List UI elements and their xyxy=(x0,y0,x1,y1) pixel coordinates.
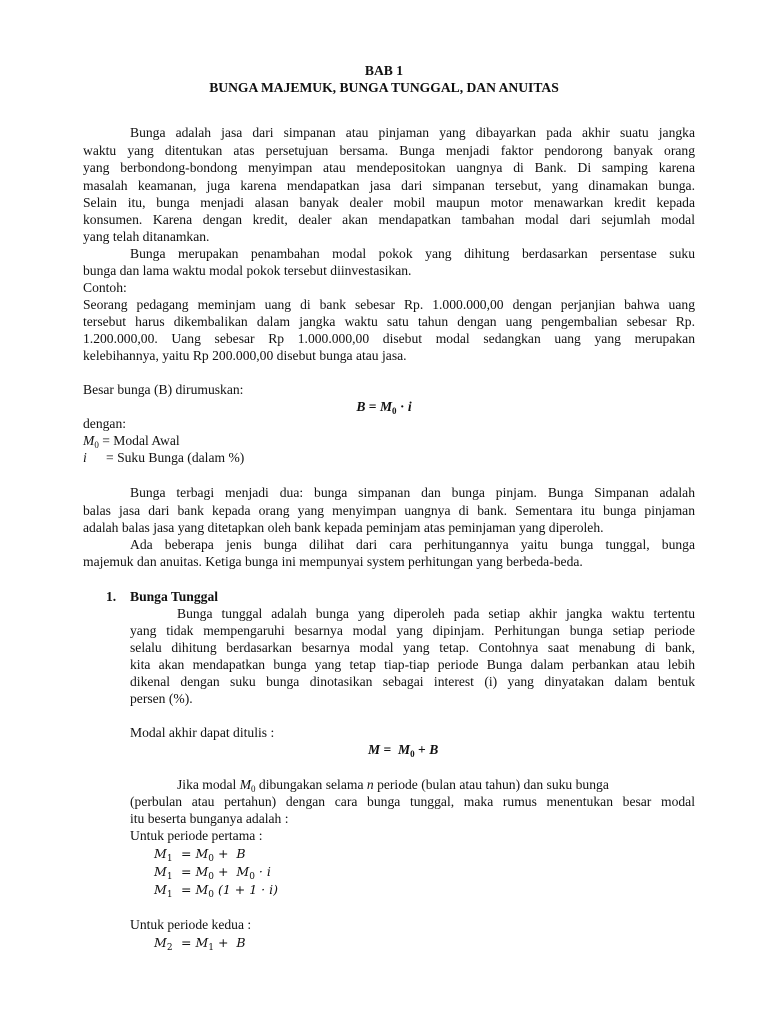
paragraph-line: adalah balas jasa yang ditetapkan oleh bank kepada peminjam atas peminjaman yang diperoleh. xyxy=(83,520,604,535)
equation-line: $M_1$ xyxy=(154,846,173,864)
definition-i-text: = Suku Bunga (dalam %) xyxy=(106,450,245,465)
paragraph-line: Bunga merupakan penambahan modal pokok yang dihitung berdasarkan persentase suku xyxy=(130,246,695,261)
paragraph-line: Jika modal $M_0$ dibungakan selama n periode (bulan atau tahun) dan suku bunga xyxy=(177,777,609,794)
equation-line: $M_1$ xyxy=(154,864,173,882)
paragraph-line: persen (%). xyxy=(130,691,193,706)
formula-interest: $B = M_0 \cdot i$ xyxy=(356,399,412,416)
equation-line: $M_2$ xyxy=(154,935,173,953)
paragraph-line: bunga dan lama waktu modal pokok tersebut diinvestasikan. xyxy=(83,263,412,278)
paragraph-line: dikenal dengan suku bunga dinotasikan sebagai interest (i) yang dinyatakan dalam bentuk xyxy=(130,674,695,689)
paragraph-line: itu beserta bunganya adalah : xyxy=(130,811,289,826)
paragraph-line: selalu dihitung berdasarkan besarnya modal yang tetap. Contohnya saat menabung di bank, xyxy=(130,640,695,655)
equation-rhs: = $M_0 + M_0 \cdot i$ xyxy=(181,864,271,882)
equation-rhs: = $M_0 + B$ xyxy=(181,846,246,864)
paragraph-line: majemuk dan anuitas. Ketiga bunga ini mempunyai system perhitungan yang berbeda-beda. xyxy=(83,554,583,569)
paragraph-line: Bunga tunggal adalah bunga yang diperoleh pada setiap akhir jangka waktu tertentu xyxy=(177,606,695,621)
formula-final-capital: $M = M_0 + B$ xyxy=(368,742,439,759)
paragraph-line: tersebut harus dikembalikan dalam jangka waktu satu tahun dengan uang pengembalian sebesar Rp. xyxy=(83,314,695,329)
period-label: Untuk periode pertama : xyxy=(130,828,263,843)
paragraph-line: Selain itu, bunga menjadi alasan banyak dealer mobil maupun motor menawarkan kredit kepada xyxy=(83,195,695,210)
paragraph-line: 1.200.000,00. Uang sebesar Rp 1.000.000,00 disebut modal sedangkan uang yang merupakan xyxy=(83,331,695,346)
section-number: 1. xyxy=(106,589,117,604)
paragraph-line: konsumen. Karena dengan kredit, dealer akan mendapatkan tambahan modal dari sejumlah modal xyxy=(83,212,695,227)
paragraph-line: kita akan mendapatkan bunga yang tetap tiap-tiap periode Bunga dalam perbankan atau lebih xyxy=(130,657,695,672)
paragraph-line: Ada beberapa jenis bunga dilihat dari cara perhitungannya yaitu bunga tunggal, bunga xyxy=(130,537,695,552)
period-label: Untuk periode kedua : xyxy=(130,917,252,932)
definition-m0: $M_0$ = Modal Awal xyxy=(83,433,180,450)
paragraph-line: yang telah ditanamkan. xyxy=(83,229,210,244)
paragraph-line: masalah keamanan, juga karena mendapatkan jasa dari simpanan tersebut, yang dinamakan bunga. xyxy=(83,178,695,193)
equation-rhs: = $M_0$ (1 + 1 · i) xyxy=(181,882,278,900)
chapter-title: BUNGA MAJEMUK, BUNGA TUNGGAL, DAN ANUITAS xyxy=(209,80,559,95)
definition-i: i xyxy=(83,450,87,465)
paragraph-line: Bunga adalah jasa dari simpanan atau pinjaman yang dibayarkan pada akhir suatu jangka xyxy=(130,125,695,140)
equation-rhs: = $M_1 + B$ xyxy=(181,935,246,953)
definition-label: dengan: xyxy=(83,416,127,431)
section-title: Bunga Tunggal xyxy=(130,589,219,604)
paragraph-line: yang tidak mempengaruhi besarnya modal yang dipinjam. Perhitungan bunga setiap periode xyxy=(130,623,695,638)
paragraph-line: Seorang pedagang meminjam uang di bank sebesar Rp. 1.000.000,00 dengan perjanjian bahwa uang xyxy=(83,297,695,312)
paragraph-line: yang berbondong-bondong menyimpan atau mendepositokan uangnya di Bank. Di samping karena xyxy=(83,160,695,175)
formula-intro: Besar bunga (B) dirumuskan: xyxy=(83,382,244,397)
equation-line: $M_1$ xyxy=(154,882,173,900)
paragraph-line: balas jasa dari bank kepada orang yang menyimpan uangnya di bank. Sementara itu bunga pinjaman xyxy=(83,503,695,518)
paragraph-line: kelebihannya, yaitu Rp 200.000,00 disebut bunga atau jasa. xyxy=(83,348,407,363)
formula-intro: Modal akhir dapat ditulis : xyxy=(130,725,275,740)
chapter-number: BAB 1 xyxy=(364,63,404,78)
paragraph-line: (perbulan atau pertahun) dengan cara bunga tunggal, maka rumus menentukan besar modal xyxy=(130,794,695,809)
example-label: Contoh: xyxy=(83,280,127,295)
paragraph-line: Bunga terbagi menjadi dua: bunga simpanan dan bunga pinjam. Bunga Simpanan adalah xyxy=(130,485,695,500)
paragraph-line: waktu yang ditentukan atas persetujuan bersama. Bunga menjadi faktor pendorong banyak orang xyxy=(83,143,695,158)
